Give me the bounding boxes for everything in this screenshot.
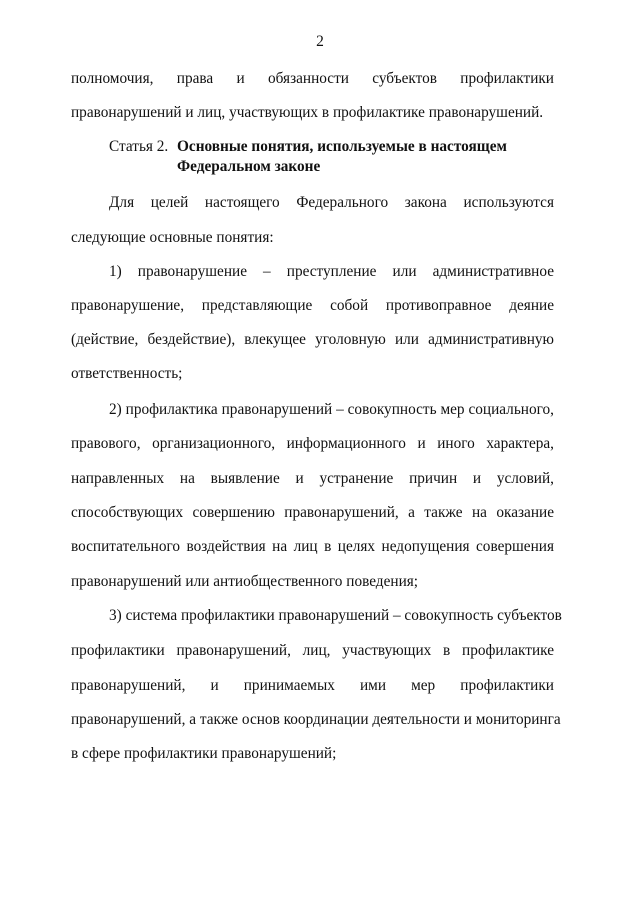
- definition-item-line: (действие, бездействие), влекущее уголовную или административную: [71, 331, 554, 348]
- definition-item-line: 3) система профилактики правонарушений – совокупность субъектов: [109, 607, 562, 624]
- definition-item-line: правонарушение, представляющие собой противоправное деяние: [71, 297, 554, 314]
- body-text-line: Для целей настоящего Федерального закона используются: [109, 194, 554, 211]
- article-title-continuation: Федеральном законе: [177, 158, 321, 175]
- body-text-line: полномочия, права и обязанности субъектов профилактики: [71, 70, 554, 87]
- definition-item-line: ответственность;: [71, 365, 183, 382]
- definition-item-line: направленных на выявление и устранение причин и условий,: [71, 470, 554, 487]
- definition-item-line: правонарушений или антиобщественного поведения;: [71, 573, 419, 590]
- definition-item-line: правонарушений, а также основ координации деятельности и мониторинга: [71, 711, 561, 728]
- definition-item-line: профилактики правонарушений, лиц, участвующих в профилактике: [71, 642, 554, 659]
- article-number: Статья 2.: [109, 138, 169, 155]
- page-number: 2: [316, 33, 324, 50]
- definition-item-line: способствующих совершению правонарушений, а также на оказание: [71, 504, 554, 521]
- body-text-line: следующие основные понятия:: [71, 229, 274, 246]
- body-text-line: правонарушений и лиц, участвующих в профилактике правонарушений.: [71, 104, 544, 121]
- definition-item-line: 2) профилактика правонарушений – совокупность мер социального,: [109, 401, 554, 418]
- definition-item-line: правонарушений, и принимаемых ими мер профилактики: [71, 677, 554, 694]
- definition-item-line: 1) правонарушение – преступление или административное: [109, 263, 554, 280]
- definition-item-line: воспитательного воздействия на лиц в целях недопущения совершения: [71, 538, 554, 555]
- article-title: Основные понятия, используемые в настоящем: [177, 138, 507, 155]
- definition-item-line: правового, организационного, информационного и иного характера,: [71, 435, 554, 452]
- definition-item-line: в сфере профилактики правонарушений;: [71, 745, 337, 762]
